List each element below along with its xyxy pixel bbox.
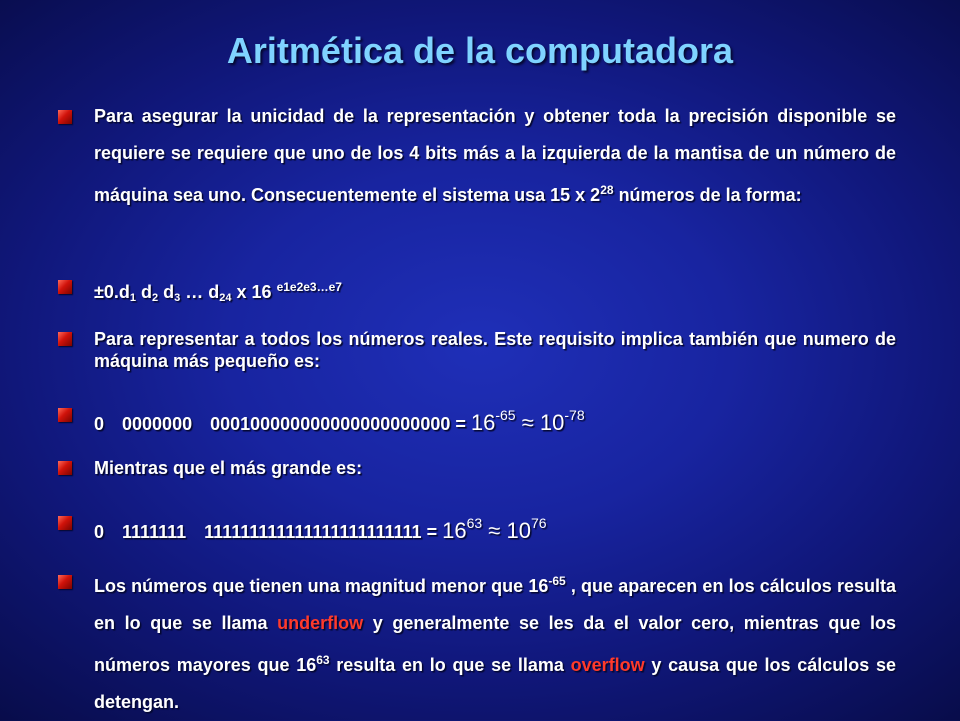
value-expression (470, 407, 585, 435)
value-base: 10 (506, 518, 531, 543)
value-base: 16 (470, 410, 496, 435)
sign-bit: 0 (94, 522, 105, 542)
bullet-icon (58, 110, 72, 124)
equals-sign: = (421, 522, 443, 542)
paragraph-precision (94, 98, 896, 214)
paragraph-text: Para representar a todos los números reales. Este requisito implica también que numero de máquina más pequeño es: (94, 329, 896, 371)
bullet-icon (58, 575, 72, 589)
paragraph-text: , que aparecen en los cálculos resulta en lo que se llama (94, 576, 896, 633)
paragraph-smallest (94, 328, 896, 372)
formula-text: x 16 (231, 282, 277, 302)
formula-text: d (136, 282, 153, 302)
bullet-icon (58, 408, 72, 422)
approx-sign: ≈ (515, 410, 540, 435)
overflow-term: overflow (570, 655, 645, 675)
formula-text: … d (180, 282, 220, 302)
mantissa-bits: 000100000000000000000000 (210, 414, 451, 434)
mantissa-bits: 111111111111111111111111 (204, 522, 422, 542)
formula-text: d (158, 282, 175, 302)
exponent: -78 (564, 407, 585, 423)
exponent: -65 (495, 407, 516, 423)
subscript: 24 (219, 292, 232, 304)
paragraph-text: Los números que tienen una magnitud menor que 16 (94, 576, 549, 596)
exponent: e1e2e3…e7 (276, 280, 342, 294)
smallest-number-row (94, 404, 896, 435)
paragraph-text: resulta en lo que se llama (329, 655, 571, 675)
exponent-bits: 0000000 (122, 414, 193, 434)
subscript: 3 (174, 292, 181, 304)
value-base: 10 (539, 410, 565, 435)
bullet-icon (58, 280, 72, 294)
exponent: 63 (466, 515, 483, 531)
sign-bit: 0 (94, 414, 105, 434)
paragraph-largest (94, 457, 896, 479)
equals-sign: = (450, 414, 471, 434)
subscript: 1 (129, 292, 137, 304)
exponent: 28 (600, 183, 614, 197)
formula-form (94, 276, 896, 309)
paragraph-text: Mientras que el más grande es: (94, 458, 363, 478)
value-base: 16 (442, 518, 467, 543)
paragraph-text: y generalmente se les da el valor cero, mientras que los números mayores que 16 (94, 613, 897, 675)
exponent-bits: 1111111 (122, 522, 187, 542)
bullet-icon (58, 461, 72, 475)
exponent: -65 (548, 574, 566, 588)
largest-number-row (94, 512, 896, 543)
bullet-icon (58, 332, 72, 346)
paragraph-underflow-overflow (94, 563, 896, 721)
paragraph-text: Para asegurar la unicidad de la representación y obtener toda la precisión disponible se requiere se requiere que uno de los 4 bits más a la izquierda de la mantisa de un número de máquina sea uno. Consecuentemente el sistema usa 15 x 2 (94, 106, 896, 205)
approx-sign: ≈ (482, 518, 507, 543)
underflow-term: underflow (277, 613, 364, 633)
paragraph-text: y causa que los cálculos se detengan. (94, 655, 897, 712)
bullet-icon (58, 516, 72, 530)
formula-text: ±0.d (94, 282, 130, 302)
exponent: 76 (530, 515, 547, 531)
paragraph-text: números de la forma: (613, 185, 802, 205)
value-expression (442, 515, 547, 543)
exponent: 63 (316, 653, 330, 667)
subscript: 2 (152, 292, 159, 304)
slide-title: Aritmética de la computadora (226, 30, 734, 71)
